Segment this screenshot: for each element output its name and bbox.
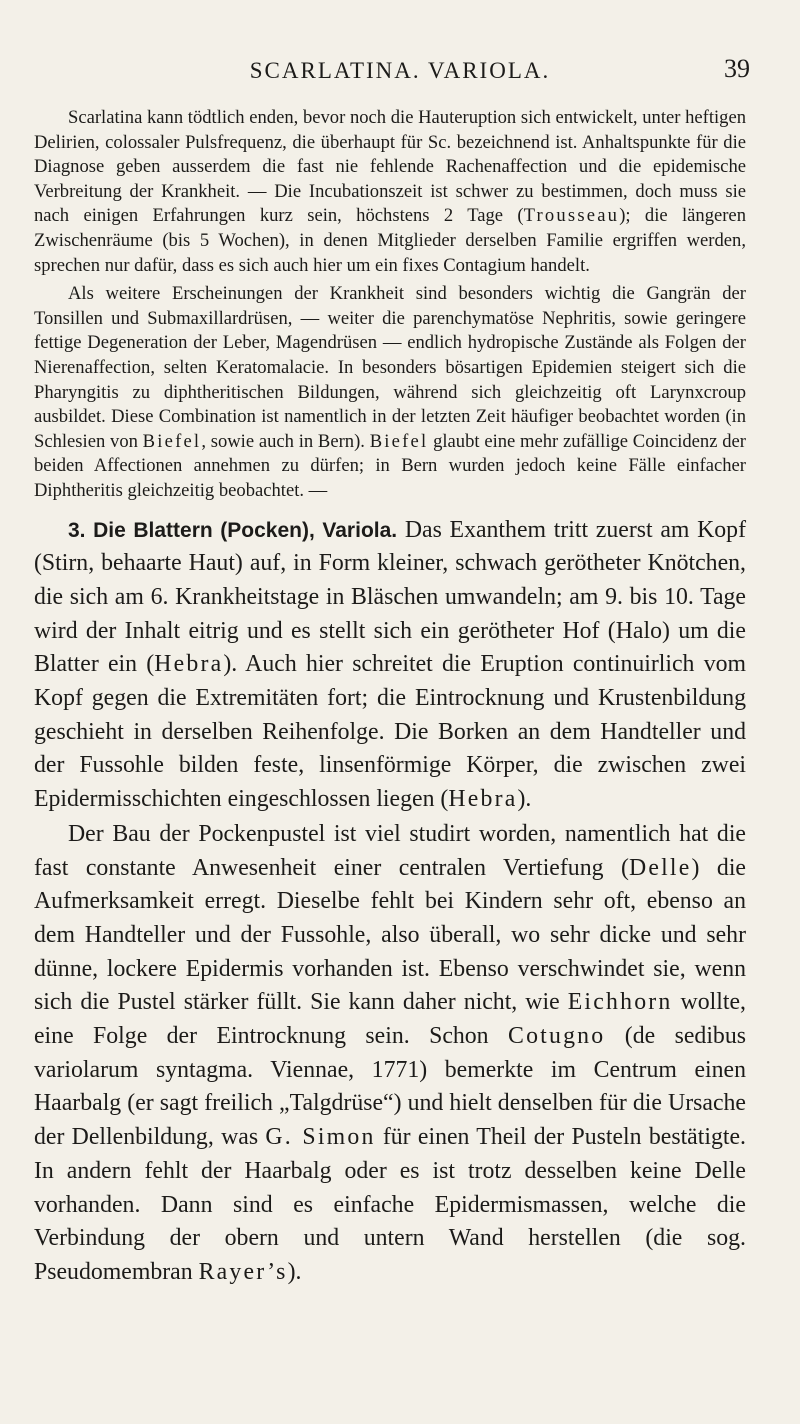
text-run: Scarlatina kann tödtlich enden, bevor noch die Hauteruption sich entwickelt, unter heftigen Delirien, colossaler Pulsfrequenz, die überhaupt für Sc. bezeichnend ist. Anhaltspunkte für die Diagnose geben ausserdem die fast nie fehlende Rachenaffection und die epidemische Verbreitung der Krankheit. — Die Incubationszeit ist schwer zu bestimmen, doch muss sie nach einigen Erfahrungen kurz sein, höchstens 2 Tage ( (34, 107, 746, 227)
text-run: ). (517, 786, 532, 813)
author-name: Delle (628, 854, 692, 881)
text-run: glaubt eine mehr zufällige Coincidenz der beiden Affectionen annehmen zu dürfen; in Bern wurden jedoch keine Fälle einfacher Diphtheritis gleichzeitig beobachtet. — (34, 430, 746, 501)
section-heading: 3. Die Blattern (Pocken), Variola. (68, 518, 398, 542)
author-name: G. Simon (265, 1124, 376, 1151)
paragraph-scarlatina-course (34, 106, 746, 278)
text-run: für einen Theil der Pusteln bestätigte. In andern fehlt der Haarbalg oder es ist trotz desselben keine Delle vorhanden. Dann sind es einfache Epidermismassen, welche die Verbindung der obern und untern Wand herstellen (die sog. Pseudomembran (34, 1124, 746, 1285)
text-run: Das Exanthem tritt zuerst am Kopf (Stirn, behaarte Haut) auf, in Form kleiner, schwach gerötheter Knötchen, die sich am 6. Krankheitstage in Bläschen umwandeln; am 9. bis 10. Tage wird der Inhalt eitrig und es stellt sich ein gerötheter Hof (Halo) um die Blatter ein ( (34, 516, 746, 678)
text-run: wollte, eine Folge der Eintrocknung sein. Schon (34, 989, 746, 1050)
paragraph-scarlatina-complications (34, 282, 746, 503)
author-name: Hebra (448, 786, 518, 813)
author-name: Rayer’s (198, 1258, 288, 1285)
author-name: Cotugno (508, 1023, 606, 1050)
text-run: , sowie auch in Bern). (201, 430, 370, 452)
author-name: Eichhorn (567, 989, 673, 1016)
running-title: SCARLATINA. VARIOLA. (249, 58, 551, 83)
author-name: Biefel (369, 430, 429, 452)
page-header (0, 52, 800, 92)
author-name: Biefel (142, 430, 202, 452)
text-run: ). (287, 1258, 302, 1285)
text-run: Als weitere Erscheinungen der Krankheit sind besonders wichtig die Gangrän der Tonsillen und Submaxillardrüsen, — weiter die parenchymatöse Nephritis, sowie geringere fettige Degeneration der Leber, Magendrüsen — endlich hydropische Zustände als Folgen der Nierenaffection, selten Keratomalacie. In besonders bösartigen Epidemien steigert sich die Pharyngitis zu diphtheritischen Bildungen, während sich gleichzeitig oft Larynxcroup ausbildet. Diese Combination ist namentlich in der letzten Zeit häufiger beobachtet worden (in Schlesien von (34, 283, 746, 452)
text-run: ); die längeren Zwischenräume (bis 5 Wochen), in denen Mitglieder derselben Familie ergriffen werden, sprechen nur dafür, dass es sich auch hier um ein fixes Contagium handelt. (34, 205, 746, 276)
author-name: Hebra (154, 651, 224, 678)
text-run: (de sedibus variolarum syntagma. Viennae, 1771) bemerkte im Centrum einen Haarbalg (er sagt freilich „Talgdrüse“) und hielt denselben für die Ursache der Dellenbildung, was (34, 1023, 746, 1151)
page-number: 39 (724, 54, 750, 83)
text-run: ) die Aufmerksamkeit erregt. Dieselbe fehlt bei Kindern sehr oft, ebenso an dem Handteller und der Fussohle, also überall, wo sehr dicke und sehr dünne, lockere Epidermis vorhanden ist. Ebenso verschwindet sie, wenn sich die Pustel stärker füllt. Sie kann daher nicht, wie (34, 854, 746, 1016)
author-name: Trousseau (523, 205, 620, 227)
paragraph-pustule-structure (34, 818, 746, 1290)
text-run: Der Bau der Pockenpustel ist viel studirt worden, namentlich hat die fast constante Anwesenheit einer centralen Vertiefung ( (34, 820, 746, 881)
paragraph-variola (34, 514, 746, 817)
body-text (34, 106, 746, 1290)
text-run: ). Auch hier schreitet die Eruption continuirlich vom Kopf gegen die Extremitäten fort; die Eintrocknung und Krustenbildung geschieht in derselben Reihenfolge. Die Borken an dem Handteller und der Fussohle bilden feste, linsenförmige Körper, die zwischen zwei Epidermisschichten eingeschlossen liegen ( (34, 651, 746, 813)
